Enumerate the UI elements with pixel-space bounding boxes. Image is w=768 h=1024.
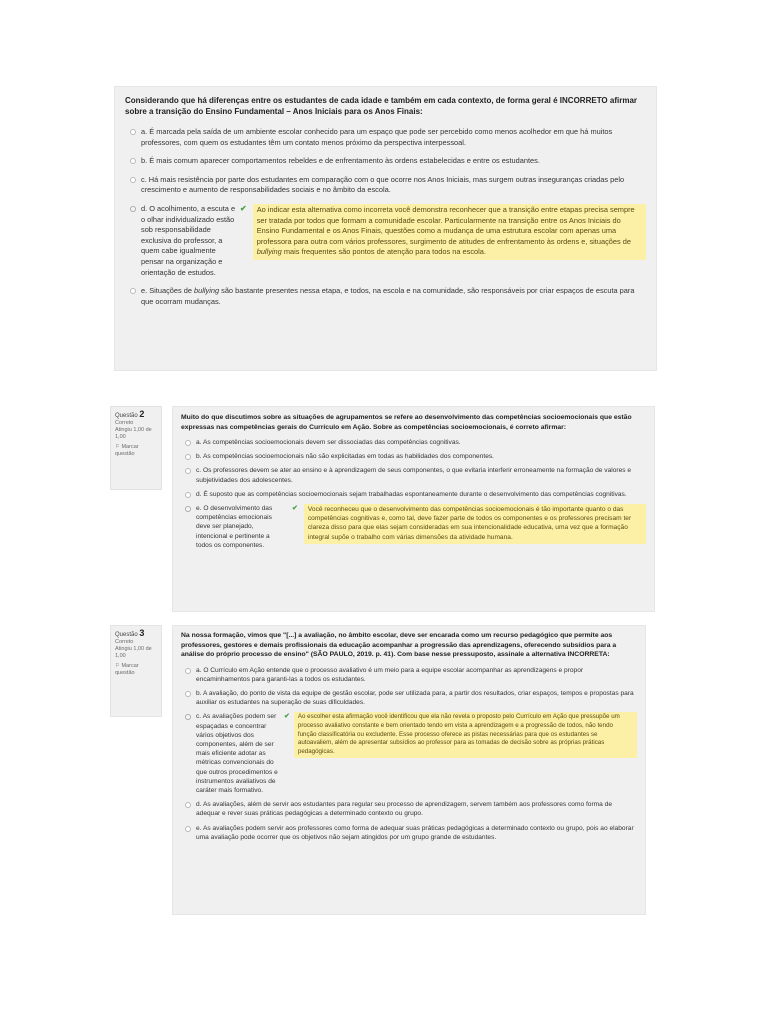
question-number: 2 <box>139 409 145 419</box>
question-1-prompt: Considerando que há diferenças entre os estudantes de cada idade e também em cada contexto, de forma geral é INCORRETO afirmar sobre a transição do Ensino Fundamental – Anos Iniciais para os Anos Finais: <box>125 96 638 116</box>
radio-icon[interactable] <box>185 492 191 498</box>
question-3-info <box>110 625 162 717</box>
radio-icon[interactable] <box>185 691 191 697</box>
q1-option-b[interactable] <box>125 156 646 167</box>
radio-icon[interactable] <box>185 826 191 832</box>
radio-icon[interactable] <box>185 668 191 674</box>
q3-option-c-selected[interactable] <box>181 712 637 795</box>
q3-option-b[interactable] <box>181 689 637 707</box>
q2-option-b-text: b. As competências socioemocionais não são explicitadas em todas as habilidades dos componentes. <box>196 453 494 461</box>
check-icon: ✔ <box>292 505 298 513</box>
q2-option-d[interactable] <box>181 490 646 499</box>
radio-icon[interactable] <box>130 158 136 164</box>
q1-option-c[interactable] <box>125 175 646 196</box>
q2-option-b[interactable] <box>181 452 646 461</box>
q1-option-b-text: b. É mais comum aparecer comportamentos rebeldes e de enfrentamento às ordens estabelecidas e entre os estudantes. <box>141 156 540 166</box>
question-1-card <box>114 86 657 371</box>
q3-option-c-text: c. As avaliações podem ser espaçadas e concentrar vários objetivos dos componentes, além de ser mais eficiente adotar as métricas convencionais do que outros procedimentos e instrumentos avaliativos de caráter mais formativo. <box>196 713 278 794</box>
radio-icon[interactable] <box>185 440 191 446</box>
q1-option-e-text-end: são bastante presentes nessa etapa, e todos, na escola e na comunidade, são responsáveis por criar espaços de escuta para que ocorram mudanças. <box>141 286 635 306</box>
q3-option-e-text: e. As avaliações podem servir aos professores como forma de adequar suas práticas pedagógicas a determinado contexto ou grupo, pois ao elaborar uma avaliação pode ocorrer que os objetivos não sejam atingidos por um grupo grande de estudantes. <box>196 824 634 841</box>
flag-question-button[interactable] <box>115 444 157 458</box>
radio-icon[interactable] <box>185 454 191 460</box>
flag-icon: ⚐ <box>115 663 120 669</box>
q3-option-b-text: b. A avaliação, do ponto de vista da equipe de gestão escolar, pode ser utilizada para, a partir dos resultados, criar espaços, tempos e propostas para auxiliar os estudantes na superação de suas dificuldades. <box>196 689 634 707</box>
q1-option-a[interactable] <box>125 127 646 148</box>
question-3-number <box>115 630 157 639</box>
radio-icon[interactable] <box>185 468 191 474</box>
question-2-status: Correto <box>115 420 134 426</box>
q3-option-a-text: a. O Currículo em Ação entende que o processo avaliativo é um meio para a equipe escolar acompanhar as aprendizagens e propor encaminhamentos para garanti-las a todos os estudantes. <box>196 666 584 683</box>
q1-option-e-text <box>141 286 646 307</box>
radio-selected-icon[interactable] <box>185 506 191 512</box>
question-2-card <box>172 406 655 612</box>
question-2-score: Atingiu 1,00 de 1,00 <box>115 427 152 440</box>
q1-feedback-italic: bullying <box>256 247 282 257</box>
q2-option-e-selected[interactable] <box>181 504 646 550</box>
q3-option-e[interactable] <box>181 824 637 842</box>
question-2-number <box>115 411 157 420</box>
question-number: 3 <box>139 628 145 638</box>
flag-question-label: Marcar questão <box>115 444 139 457</box>
radio-icon[interactable] <box>130 177 136 183</box>
q3-option-a[interactable] <box>181 666 637 684</box>
question-2-prompt: Muito do que discutimos sobre as situações de agrupamentos se refere ao desenvolvimento das competências socioemocionais que estão expressas nas competências gerais do Currículo em Ação. Sobre as competências socioemocionais, é correto afirmar: <box>181 414 632 431</box>
radio-icon[interactable] <box>130 129 136 135</box>
q1-feedback-text: Ao indicar esta alternativa como incorreta você demonstra reconhecer que a transição entre etapas precisa sempre ser tratada por todos que formam a comunidade escolar. Particularmente na transição entre os Anos Iniciais do Ensino Fundamental e os Anos Finais, questões como a mudança de uma estrutura escolar com apenas uma professora para outra com vários professores, surgimento de atitudes de enfrentamento às ordens e, situações de <box>256 204 635 246</box>
radio-icon[interactable] <box>185 802 191 808</box>
q2-option-c-text: c. Os professores devem se ater ao ensino e à aprendizagem de seus componentes, o que evitaria interferir erroneamente na formação de valores e subjetividades dos adolescentes. <box>196 467 632 484</box>
q2-option-a-text: a. As competências socioemocionais devem ser dissociadas das competências cognitivas. <box>196 439 461 446</box>
q2-option-a[interactable] <box>181 438 646 447</box>
q3-feedback: Ao escolher esta afirmação você identificou que ela não revela o proposto pelo Currículo em Ação que pressupõe um processo avaliativo constante e bem orientado tendo em vista a aprendizagem e a progressão de todos, não tendo função classificatória ou excludente. Esse processo oferece as pistas necessárias para que os estudantes se autoavaliem, além de apresentar subsídios ao professor para as tomadas de decisão sobre as próprias práticas pedagógicas. <box>294 712 637 758</box>
q1-option-e-italic: bullying <box>194 286 220 296</box>
check-icon: ✔ <box>284 713 290 721</box>
check-icon: ✔ <box>240 203 247 213</box>
question-3-card <box>172 625 646 915</box>
question-3-score: Atingiu 1,00 de 1,00 <box>115 646 152 659</box>
question-label: Questão <box>115 413 138 419</box>
q1-option-c-text: c. Há mais resistência por parte dos estudantes em comparação com o que ocorre nos Anos Iniciais, mas surgem outras inseguranças criadas pelo crescimento e aumento de responsabilidades sociais e no âmbito da escola. <box>141 174 625 195</box>
q1-option-e-text-start: e. Situações de <box>141 286 195 296</box>
flag-question-button[interactable] <box>115 663 157 677</box>
q1-option-e[interactable] <box>125 286 646 307</box>
q1-option-a-text: a. É marcada pela saída de um ambiente escolar conhecido para um espaço que pode ser percebido como menos acolhedor em que há muitos professores, com quem os estudantes têm um contato menos próximo da perspectiva interpessoal. <box>141 127 613 147</box>
q2-feedback: Você reconheceu que o desenvolvimento das competências socioemocionais é tão importante quanto o das competências cognitivas e, como tal, deve fazer parte de todos os componentes e os professores precisam ter clareza disso para que elas sejam consideradas em sua intencionalidade educativa, uma vez que a formação integral supõe o trabalho com várias dimensões da atividade humana. <box>304 504 646 544</box>
q3-option-d[interactable] <box>181 800 637 818</box>
q2-option-c[interactable] <box>181 466 646 484</box>
radio-icon[interactable] <box>130 288 136 294</box>
q1-feedback <box>253 204 646 260</box>
q2-option-d-text: d. É suposto que as competências socioemocionais sejam trabalhadas espontaneamente durante o desenvolvimento das competências cognitivas. <box>196 490 627 498</box>
q3-option-d-text: d. As avaliações, além de servir aos estudantes para regular seu processo de aprendizagem, servem também aos professores como forma de adequar e rever suas práticas pedagógicas a determinado contexto ou grupo. <box>196 801 612 818</box>
question-label: Questão <box>115 632 138 638</box>
radio-selected-icon[interactable] <box>130 206 136 212</box>
question-3-prompt: Na nossa formação, vimos que "[...] a avaliação, no âmbito escolar, deve ser encarada como um recurso pedagógico que permite aos professores, gestores e demais profissionais da educação acompanhar a progressão das aprendizagens, oferecendo subsídios para a análise do próprio processo de ensino" (SÃO PAULO, 2019. p. 41). Com base nesse pressuposto, assinale a alternativa INCORRETA: <box>181 632 617 658</box>
radio-selected-icon[interactable] <box>185 714 191 720</box>
q2-option-e-text: e. O desenvolvimento das competências emocionais deve ser planejado, intencional e pertinente a todos os componentes. <box>196 505 273 549</box>
q1-option-d-text: d. O acolhimento, a escuta e o olhar individualizado estão sob responsabilidade exclusiva do professor, a quem cabe igualmente pensar na organização e orientação de estudos. <box>141 203 236 277</box>
question-3-status: Correto <box>115 639 134 645</box>
q1-option-d-selected[interactable] <box>125 204 646 278</box>
flag-question-label: Marcar questão <box>115 663 139 676</box>
question-2-info <box>110 406 162 490</box>
flag-icon: ⚐ <box>115 444 120 450</box>
q1-feedback-text-end: mais frequentes são pontos de atenção para todos na escola. <box>281 247 486 257</box>
